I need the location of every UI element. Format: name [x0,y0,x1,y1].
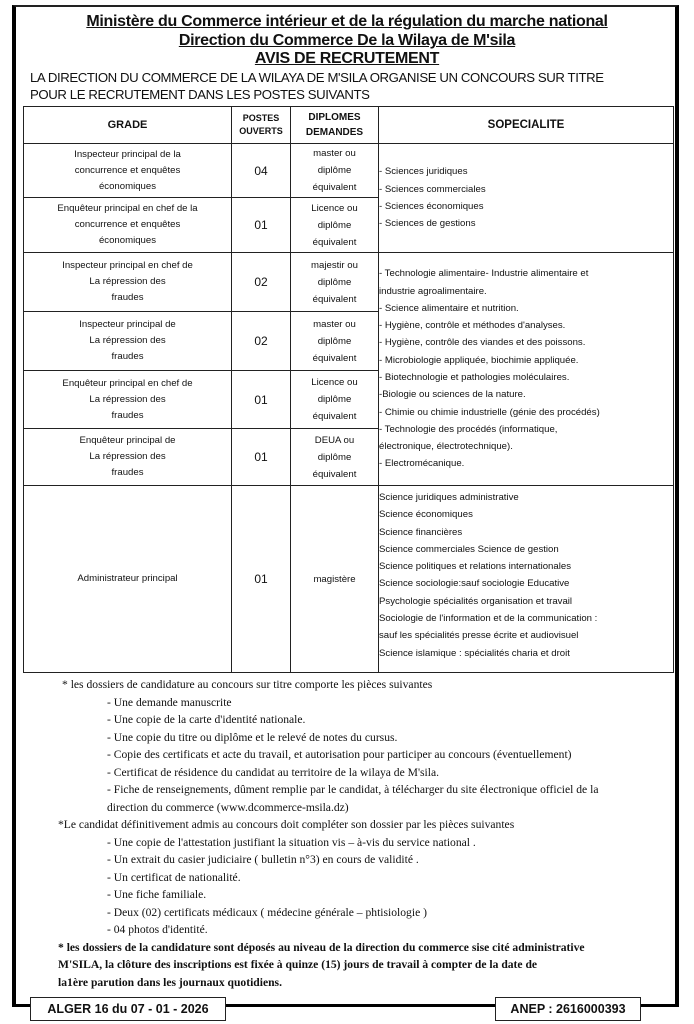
postes-cell: 01 [232,198,291,253]
anep-reference-box: ANEP : 2616000393 [495,997,641,1021]
specialite-item: industrie agroalimentaire. [379,285,487,297]
grade-line: Enquêteur principal de [79,435,176,446]
header-grade: GRADE [24,107,232,144]
diplome-line: diplôme [317,335,352,347]
diplome-line: Licence ou [311,377,358,388]
grade-line: La répression des [89,393,166,405]
postes-cell: 01 [232,429,291,486]
diplome-line: master ou [313,318,356,330]
grade-line: Administrateur principal [77,573,178,584]
diplome-line: DEUA ou [314,434,355,446]
grade-line: La répression des [89,276,166,287]
diplome-line: majestir ou [311,259,358,271]
grade-line: fraudes [111,467,144,478]
specialite-item: -Biologie ou sciences de la nature. [379,389,526,401]
grade-line: Inspecteur principal de [79,319,176,330]
specialite-cell-group-1 [379,144,674,253]
grade-line: économiques [98,235,157,246]
postes-cell: 01 [232,371,291,429]
specialite-item: - Technologie des procédés (informatique, [379,423,558,435]
specialite-item: - Sciences juridiques [379,166,468,178]
specialite-cell-group-2 [379,253,674,486]
header-diplomes-line-1: DIPLOMES [308,112,361,123]
dossier-intro: * les dossiers de candidature au concours sur titre comporte les pièces suivantes [62,678,433,691]
grade-line: La répression des [89,335,166,346]
header-postes-line-2: OUVERTS [239,126,283,136]
grade-line: concurrence et enquêtes [74,219,181,230]
diplome-cell [291,429,379,486]
specialite-cell-group-3 [379,486,674,673]
table-row [24,144,674,198]
postes-cell: 01 [232,486,291,673]
specialite-item: Science islamique : spécialités charia et droit [379,647,570,659]
grade-cell [24,198,232,253]
admis-item: - Un extrait du casier judiciaire ( bulletin n°3) en cours de validité . [107,853,419,866]
specialite-item: Science économiques [379,509,473,521]
specialite-item: - Electromécanique. [379,458,465,470]
specialite-item: Psychologie spécialités organisation et travail [379,595,573,607]
specialite-item: sauf les spécialités presse écrite et audiovisuel [379,630,579,642]
postes-cell: 02 [232,253,291,312]
postes-cell: 02 [232,312,291,371]
diplome-cell [291,312,379,371]
grade-line: économiques [98,180,157,192]
diplome-line: Licence ou [311,202,358,214]
admis-intro: *Le candidat définitivement admis au concours doit compléter son dossier par les pièces suivantes [58,818,515,831]
diplome-cell [291,486,379,673]
specialite-item: - Technologie alimentaire- Industrie alimentaire et [379,268,589,280]
specialite-item: - Microbiologie appliquée, biochimie appliquée. [379,354,579,366]
depot-line-3: la1ère parution dans les journaux quotidiens. [58,975,282,989]
grade-line: fraudes [111,351,144,362]
direction-heading: Direction du Commerce De la Wilaya de M'sila [178,32,516,49]
grade-cell [24,312,232,371]
admis-item: - Un certificat de nationalité. [107,870,241,884]
diplome-line: diplôme [317,276,352,288]
grade-line: Enquêteur principal en chef de [62,377,193,389]
dossier-item: - Une demande manuscrite [107,695,232,709]
recruitment-table [23,106,674,673]
diplome-line: diplôme [317,451,352,463]
specialite-item: Science juridiques administrative [379,492,519,503]
fiche-line-2: direction du commerce (www.dcommerce-msila.dz) [107,800,349,814]
diplome-line: équivalent [312,293,357,305]
publication-date-box: ALGER 16 du 07 - 01 - 2026 [30,997,226,1021]
diplome-line: master ou [313,148,356,159]
specialite-item: - Sciences commerciales [379,183,486,195]
depot-line-1: * les dossiers de la candidature sont déposés au niveau de la direction du commerce sise cité administrative [58,940,585,954]
diplome-line: diplôme [317,219,352,231]
specialite-item: Science financières [379,526,463,538]
notice-title: AVIS DE RECRUTEMENT [254,50,440,67]
admis-item: - Deux (02) certificats médicaux ( médecine générale – phtisiologie ) [107,905,427,919]
diplome-cell [291,198,379,253]
specialite-item: - Hygiène, contrôle des viandes et des poissons. [379,337,586,349]
ministry-heading: Ministère du Commerce intérieur et de la régulation du marche national [86,13,608,30]
table-header-row [24,107,674,144]
grade-line: Enquêteur principal en chef de la [57,203,198,214]
grade-line: Inspecteur principal en chef de [62,260,193,271]
grade-cell [24,429,232,486]
grade-line: concurrence et enquêtes [74,164,181,176]
intro-line-1: LA DIRECTION DU COMMERCE DE LA WILAYA DE M'SILA ORGANISE UN CONCOURS SUR TITRE [30,70,604,85]
header-postes-line-1: POSTES [242,113,280,123]
admis-item: - 04 photos d'identité. [107,923,208,936]
specialite-item: - Chimie ou chimie industrielle (génie des procédés) [379,406,600,418]
dossier-item: - Une copie du titre ou diplôme et le relevé de notes du cursus. [107,730,398,744]
specialite-item: Science politiques et relations internationales [379,561,571,573]
header-specialite: SOPECIALITE [379,107,674,144]
table-row [24,486,674,673]
diplome-line: équivalent [312,468,357,480]
grade-cell [24,486,232,673]
specialite-item: - Biotechnologie et pathologies moléculaires. [379,372,570,383]
dossier-item: - Copie des certificats et acte du travail, et autorisation pour participer au concours (éventuellement) [107,748,572,761]
specialite-item: - Science alimentaire et nutrition. [379,302,519,314]
notes-section [58,676,682,991]
diplome-line: magistère [313,573,356,585]
specialite-item: Science sociologie:sauf sociologie Educative [379,578,570,590]
specialite-item: électronique, électrotechnique). [379,441,513,453]
grade-line: fraudes [111,292,144,303]
diplome-line: diplôme [317,394,352,405]
grade-line: Inspecteur principal de la [74,148,181,160]
specialite-item: - Sciences économiques [379,201,484,212]
specialite-item: - Hygiène, contrôle et méthodes d'analyses. [379,320,566,332]
diplome-line: équivalent [312,236,357,248]
admis-item: - Une fiche familiale. [107,888,207,901]
postes-cell: 04 [232,144,291,198]
diplome-line: équivalent [312,352,357,364]
diplome-line: diplôme [317,165,352,176]
diplome-line: équivalent [312,182,357,193]
specialite-item: Sociologie de l'information et de la communication : [379,613,598,625]
diplome-cell [291,253,379,312]
grade-cell [24,144,232,198]
grade-cell [24,371,232,429]
grade-line: fraudes [111,409,144,421]
depot-line-2: M'SILA, la clôture des inscriptions est fixée à quinze (15) jours de travail à compter de la date de [58,958,538,971]
specialite-item: - Sciences de gestions [379,218,476,230]
diplome-cell [291,371,379,429]
fiche-line-1: - Fiche de renseignements, dûment remplie par le candidat, à télécharger du site électronique officiel de la [107,783,599,796]
grade-line: La répression des [89,451,166,462]
header-diplomes [291,107,379,144]
specialite-item: Science commerciales Science de gestion [379,543,559,555]
dossier-item: - Une copie de la carte d'identité nationale. [107,713,306,726]
dossier-item: - Certificat de résidence du candidat au territoire de la wilaya de M'sila. [107,765,440,779]
diplome-cell [291,144,379,198]
grade-cell [24,253,232,312]
admis-item: - Une copie de l'attestation justifiant la situation vis – à-vis du service national . [107,835,476,849]
diplome-line: équivalent [312,411,357,422]
header-diplomes-line-2: DEMANDES [305,127,364,138]
intro-line-2: POUR LE RECRUTEMENT DANS LES POSTES SUIVANTS [30,87,370,102]
header-postes [232,107,291,144]
table-row [24,253,674,312]
